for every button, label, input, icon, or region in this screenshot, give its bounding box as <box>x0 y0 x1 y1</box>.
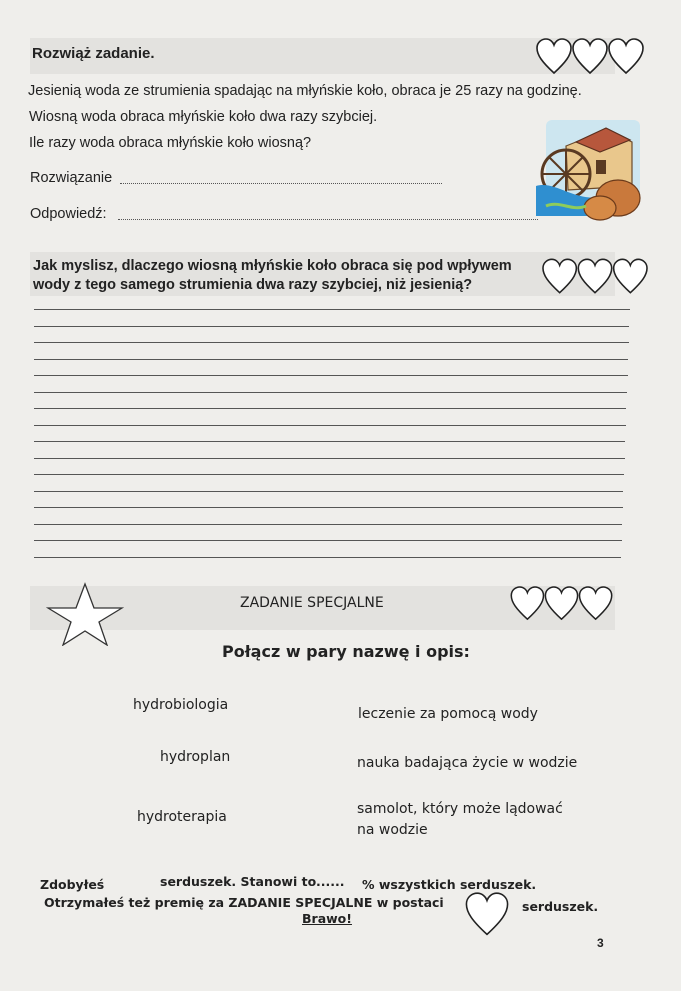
answer-line[interactable] <box>34 408 626 409</box>
answer-line[interactable] <box>34 441 625 442</box>
desc-leczenie[interactable]: leczenie za pomocą wody <box>358 706 538 722</box>
task2-question-line2: wody z tego samego strumienia dwa razy szybciej, niż jesienią? <box>33 277 473 293</box>
answer-line[interactable] <box>34 524 622 525</box>
heart-icon <box>511 587 543 619</box>
earned-label: Zdobyłeś <box>40 877 105 892</box>
task1-hearts[interactable] <box>536 38 644 76</box>
task1-line1: Jesienią woda ze strumienia spadając na młyńskie koło, obraca je 25 razy na godzinę. <box>28 83 582 99</box>
answer-line[interactable] <box>34 507 623 508</box>
special-hearts[interactable] <box>510 586 613 622</box>
heart-icon <box>545 587 577 619</box>
special-title: ZADANIE SPECJALNE <box>240 595 384 611</box>
task2-question-line1: Jak myslisz, dlaczego wiosną młyńskie koło obraca się pod wpływem <box>33 258 512 274</box>
solution-line[interactable] <box>120 183 442 184</box>
special-instruction: Połącz w pary nazwę i opis: <box>222 642 470 661</box>
task1-title: Rozwiąż zadanie. <box>32 45 155 62</box>
bonus-hearts-label: serduszek. <box>522 899 599 914</box>
answer-label: Odpowiedź: <box>30 206 107 222</box>
heart-icon <box>578 259 611 292</box>
percent-blank[interactable]: ...... <box>316 874 345 889</box>
page-number: 3 <box>597 936 604 950</box>
answer-line[interactable] <box>34 557 621 558</box>
heart-icon <box>609 39 643 73</box>
answer-line[interactable] <box>34 392 627 393</box>
answer-line[interactable] <box>34 359 628 360</box>
watermill-picture <box>536 116 644 222</box>
answer-line[interactable] <box>34 425 626 426</box>
heart-icon <box>543 259 576 292</box>
bravo-text: Brawo! <box>302 911 352 926</box>
bonus-text: Otrzymałeś też premię za ZADANIE SPECJALNE w postaci <box>44 895 444 910</box>
heart-icon <box>466 893 507 934</box>
heart-icon <box>573 39 607 73</box>
answer-line[interactable] <box>118 219 538 220</box>
heart-icon <box>537 39 571 73</box>
name-hydrobiologia[interactable]: hydrobiologia <box>133 697 229 713</box>
answer-line[interactable] <box>34 326 629 327</box>
task1-line3: Ile razy woda obraca młyńskie koło wiosną? <box>29 135 312 151</box>
answer-line[interactable] <box>34 474 624 475</box>
desc-nauka[interactable]: nauka badająca życie w wodzie <box>357 755 578 771</box>
heart-icon <box>580 587 612 619</box>
answer-line[interactable] <box>34 491 623 492</box>
task2-hearts[interactable] <box>542 258 648 296</box>
bonus-heart[interactable] <box>460 892 514 938</box>
name-hydroplan[interactable]: hydroplan <box>160 749 231 765</box>
name-hydroterapia[interactable]: hydroterapia <box>137 809 227 825</box>
task1-line2: Wiosną woda obraca młyńskie koło dwa razy szybciej. <box>29 109 378 125</box>
answer-line[interactable] <box>34 342 629 343</box>
answer-line[interactable] <box>34 458 625 459</box>
answer-line[interactable] <box>34 375 628 376</box>
earned-percent-text: % wszystkich serduszek. <box>362 877 537 892</box>
desc-samolot-line2[interactable]: na wodzie <box>357 822 428 838</box>
solution-label: Rozwiązanie <box>30 170 113 186</box>
answer-line[interactable] <box>34 309 630 310</box>
answer-line[interactable] <box>34 540 622 541</box>
heart-icon <box>614 259 647 292</box>
desc-samolot-line1[interactable]: samolot, który może lądować <box>357 801 563 817</box>
earned-text: serduszek. Stanowi to <box>160 874 317 889</box>
star-icon <box>46 582 124 646</box>
